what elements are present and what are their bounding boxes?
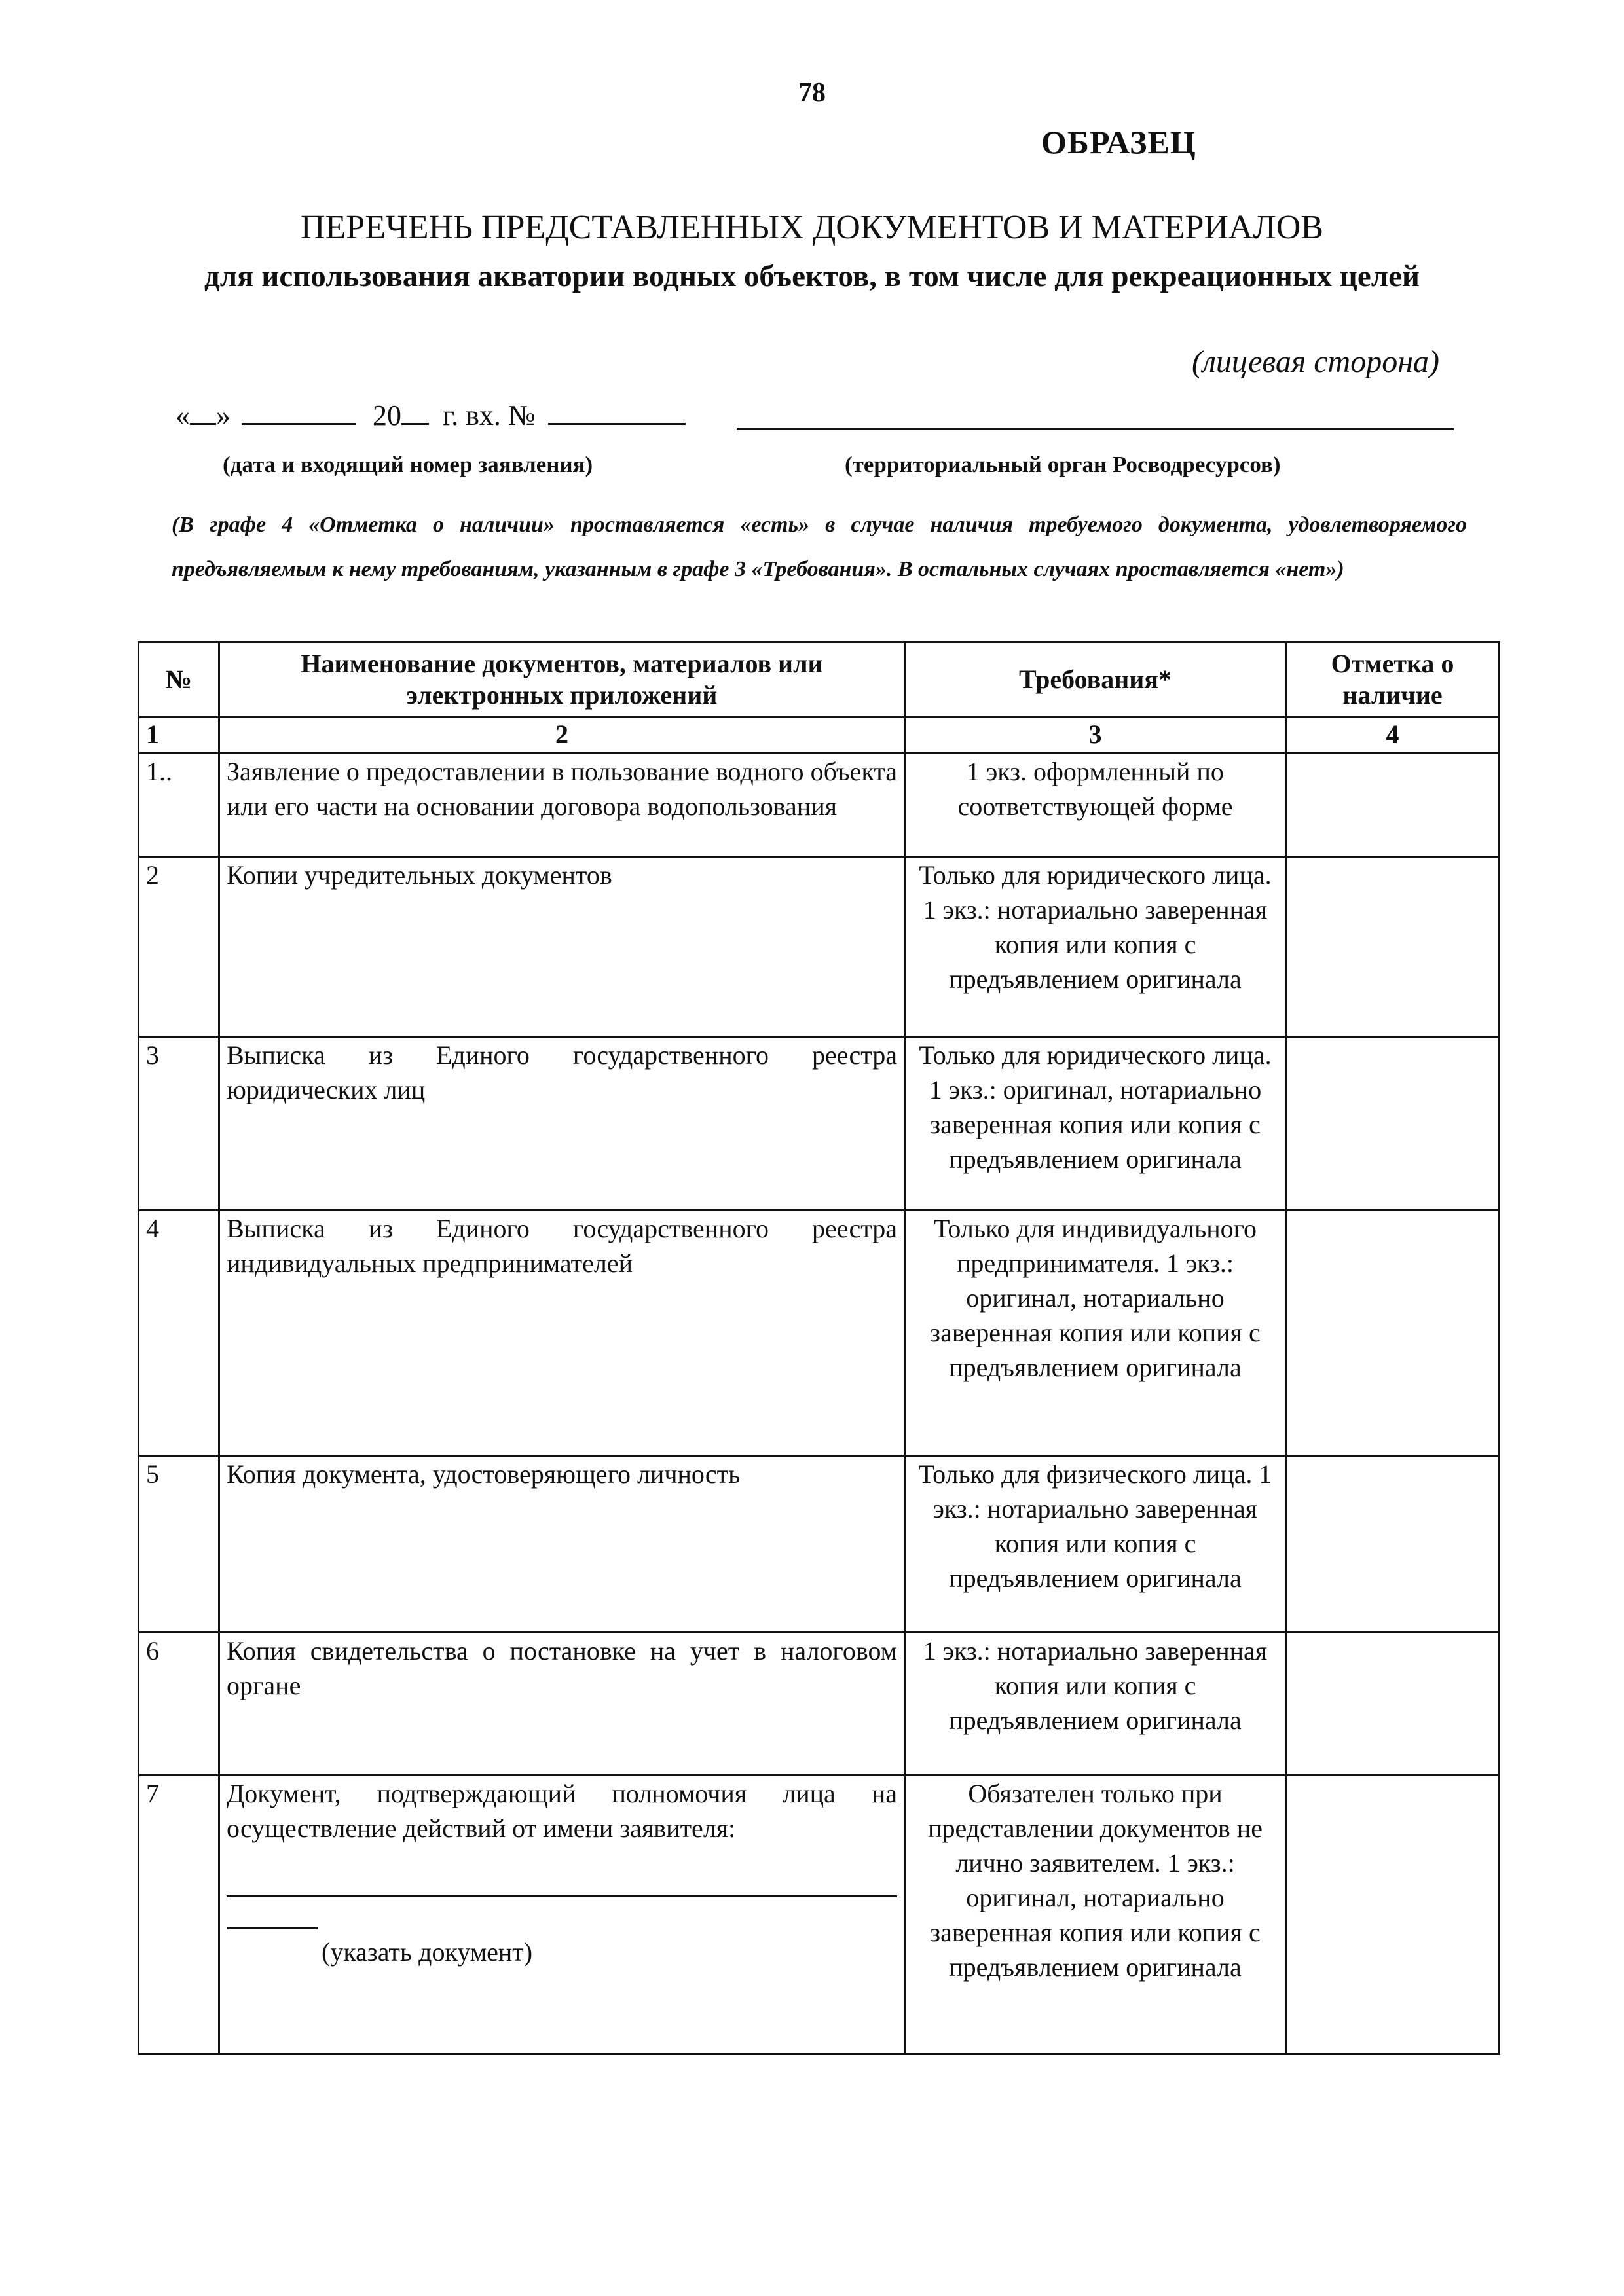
date-line <box>175 398 686 432</box>
column-index: 3 <box>905 718 1286 754</box>
row-number: 3 <box>139 1037 219 1211</box>
table-row <box>139 1776 1500 2054</box>
document-name: Заявление о предоставлении в пользование водного объекта или его части на основании договора водопользования <box>219 754 905 857</box>
organ-caption: (территориальный орган Росводресурсов) <box>845 452 1281 477</box>
header-name: Наименование документов, материалов или электронных приложений <box>219 642 905 718</box>
table-header-row <box>139 642 1500 718</box>
requirements: 1 экз.: нотариально заверенная копия или копия с предъявлением оригинала <box>905 1633 1286 1776</box>
requirements: 1 экз. оформленный по соответствующей форме <box>905 754 1286 857</box>
document-subtitle: для использования акватории водных объектов, в том числе для рекреационных целей <box>204 259 1420 293</box>
day-field[interactable] <box>190 398 216 425</box>
document-name-field-continued[interactable] <box>227 1917 318 1929</box>
availability-mark-cell[interactable] <box>1286 1211 1500 1456</box>
row-number: 6 <box>139 1633 219 1776</box>
column-index-row <box>139 718 1500 754</box>
document-name: Копия свидетельства о постановке на учет в налоговом органе <box>219 1633 905 1776</box>
table-row <box>139 1211 1500 1456</box>
row-number: 1.. <box>139 754 219 857</box>
date-caption: (дата и входящий номер заявления) <box>223 452 593 477</box>
header-num: № <box>139 642 219 718</box>
month-field[interactable] <box>242 398 356 425</box>
availability-mark-cell[interactable] <box>1286 1456 1500 1633</box>
document-name-cell <box>219 1776 905 2054</box>
row-number: 2 <box>139 857 219 1037</box>
year-prefix: 20 <box>373 399 401 431</box>
header-requirements: Требования* <box>905 642 1286 718</box>
specify-document-caption: (указать документ) <box>322 1937 533 1967</box>
requirements: Только для юридического лица. 1 экз.: нотариально заверенная копия или копия с предъявлением оригинала <box>905 857 1286 1037</box>
requirements: Только для юридического лица. 1 экз.: оригинал, нотариально заверенная копия или копия с предъявлением оригинала <box>905 1037 1286 1211</box>
incoming-number-field[interactable] <box>548 398 686 425</box>
requirements: Только для физического лица. 1 экз.: нотариально заверенная копия или копия с предъявлением оригинала <box>905 1456 1286 1633</box>
documents-table <box>138 641 1500 2055</box>
requirements: Только для индивидуального предпринимателя. 1 экз.: оригинал, нотариально заверенная копия или копия с предъявлением оригинала <box>905 1211 1286 1456</box>
availability-mark-cell[interactable] <box>1286 857 1500 1037</box>
availability-mark-cell[interactable] <box>1286 754 1500 857</box>
header-mark: Отметка о наличие <box>1286 642 1500 718</box>
row-number: 5 <box>139 1456 219 1633</box>
column-index: 2 <box>219 718 905 754</box>
document-name: Копии учредительных документов <box>219 857 905 1037</box>
year-field[interactable] <box>401 398 429 425</box>
availability-mark-cell[interactable] <box>1286 1776 1500 2054</box>
document-title: ПЕРЕЧЕНЬ ПРЕДСТАВЛЕННЫХ ДОКУМЕНТОВ И МАТЕРИАЛОВ <box>300 209 1323 246</box>
territorial-organ-field[interactable] <box>737 428 1454 430</box>
incoming-number-label: г. вх. № <box>443 399 536 431</box>
document-name-field[interactable] <box>227 1889 897 1897</box>
document-name: Выписка из Единого государственного реестра индивидуальных предпринимателей <box>219 1211 905 1456</box>
instruction-note: (В графе 4 «Отметка о наличии» проставляется «есть» в случае наличия требуемого документа, удовлетворяемого предъявляемым к нему требованиям, указанным в графе 3 «Требования». В остальных случаях проставляется «нет») <box>172 513 1467 581</box>
side-label: (лицевая сторона) <box>1192 344 1439 379</box>
table-row <box>139 1456 1500 1633</box>
page-number: 78 <box>798 78 826 108</box>
document-name: Копия документа, удостоверяющего личность <box>219 1456 905 1633</box>
table-row <box>139 1633 1500 1776</box>
column-index: 4 <box>1286 718 1500 754</box>
requirements: Обязателен только при представлении документов не лично заявителем. 1 экз.: оригинал, нотариально заверенная копия или копия с предъявлением оригинала <box>905 1776 1286 2054</box>
date-close-quote: » <box>216 399 231 431</box>
document-name: Выписка из Единого государственного реестра юридических лиц <box>219 1037 905 1211</box>
date-open-quote: « <box>175 399 190 431</box>
availability-mark-cell[interactable] <box>1286 1633 1500 1776</box>
row-number: 7 <box>139 1776 219 2054</box>
row-number: 4 <box>139 1211 219 1456</box>
availability-mark-cell[interactable] <box>1286 1037 1500 1211</box>
document-name: Документ, подтверждающий полномочия лица на осуществление действий от имени заявителя: <box>227 1779 897 1843</box>
table-row <box>139 857 1500 1037</box>
table-row <box>139 754 1500 857</box>
column-index: 1 <box>139 718 219 754</box>
table-row <box>139 1037 1500 1211</box>
sample-label: ОБРАЗЕЦ <box>1041 124 1196 160</box>
